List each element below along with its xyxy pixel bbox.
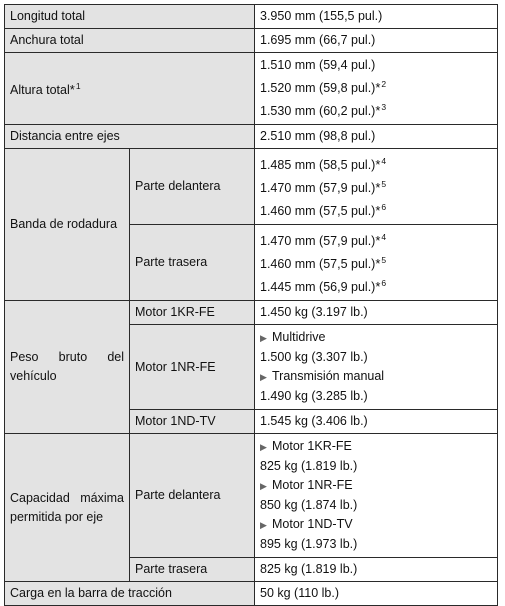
altura-value-1-text: 1.510 mm (59,4 pul.) [260, 58, 376, 72]
carga-label: Carga en la barra de tracción [5, 582, 255, 606]
anchura-label: Anchura total [5, 29, 255, 53]
motor-1kr-label: Motor 1KR-FE [130, 301, 255, 325]
value-line: 825 kg (1.819 lb.) [260, 459, 358, 473]
altura-value-2 [260, 75, 492, 98]
value-text: 1.470 mm (57,9 pul.) [260, 181, 376, 195]
option-line [260, 328, 492, 348]
footnote-number: 5 [381, 179, 387, 189]
footnote-number: 5 [381, 255, 387, 265]
motor-1nd-value: 1.545 kg (3.406 lb.) [255, 410, 498, 434]
altura-label-cell [5, 53, 255, 125]
banda-trasera-value-2 [260, 251, 492, 274]
triangle-right-icon: ▶ [260, 333, 267, 343]
altura-value-3-text: 1.530 mm (60,2 pul.) [260, 104, 376, 118]
row-distancia [5, 125, 498, 149]
altura-label: Altura total [10, 83, 70, 97]
option-label: Transmisión manual [272, 369, 385, 383]
longitud-value: 3.950 mm (155,5 pul.) [255, 5, 498, 29]
footnote-number: 3 [381, 102, 387, 112]
option-line [260, 367, 492, 387]
footnote-mark: * [375, 103, 381, 118]
altura-values [255, 53, 498, 125]
motor-1nr-values [255, 325, 498, 410]
footnote-mark: * [375, 279, 381, 294]
capacidad-delantera-values [255, 434, 498, 558]
motor-1nr-label: Motor 1NR-FE [130, 325, 255, 410]
value-text: 1.470 mm (57,9 pul.) [260, 234, 376, 248]
option-label: Motor 1NR-FE [272, 478, 353, 492]
value-text: 1.445 mm (56,9 pul.) [260, 280, 376, 294]
motor-1kr-value: 1.450 kg (3.197 lb.) [255, 301, 498, 325]
capacidad-trasera-label: Parte trasera [130, 558, 255, 582]
footnote-number: 6 [381, 278, 387, 288]
triangle-right-icon: ▶ [260, 481, 267, 491]
triangle-right-icon: ▶ [260, 442, 267, 452]
row-longitud [5, 5, 498, 29]
option-line [260, 515, 492, 535]
triangle-right-icon: ▶ [260, 520, 267, 530]
row-peso-1kr [5, 301, 498, 325]
row-anchura [5, 29, 498, 53]
row-banda-delantera [5, 149, 498, 225]
distancia-label: Distancia entre ejes [5, 125, 255, 149]
banda-delantera-values [255, 149, 498, 225]
altura-value-1 [260, 56, 492, 75]
value-line: 895 kg (1.973 lb.) [260, 537, 358, 551]
footnote-mark: * [375, 180, 381, 195]
option-line [260, 476, 492, 496]
altura-value-3 [260, 98, 492, 121]
anchura-value: 1.695 mm (66,7 pul.) [255, 29, 498, 53]
footnote-number: 4 [381, 232, 387, 242]
banda-label: Banda de rodadura [5, 149, 130, 301]
capacidad-label: Capacidad máxima permitida por eje [5, 434, 130, 582]
footnote-number: 4 [381, 156, 387, 166]
value-text: 1.460 mm (57,5 pul.) [260, 257, 376, 271]
footnote-mark: * [375, 157, 381, 172]
altura-value-2-text: 1.520 mm (59,8 pul.) [260, 81, 376, 95]
capacidad-trasera-value: 825 kg (1.819 lb.) [255, 558, 498, 582]
footnote-mark: * [375, 203, 381, 218]
row-capacidad-delantera [5, 434, 498, 558]
row-carga [5, 582, 498, 606]
longitud-label: Longitud total [5, 5, 255, 29]
banda-trasera-values [255, 225, 498, 301]
footnote-mark: * [375, 256, 381, 271]
value-line: 850 kg (1.874 lb.) [260, 498, 358, 512]
capacidad-delantera-label: Parte delantera [130, 434, 255, 558]
footnote-number: 6 [381, 202, 387, 212]
row-altura [5, 53, 498, 125]
banda-delantera-value-2 [260, 175, 492, 198]
banda-trasera-value-1 [260, 228, 492, 251]
option-line [260, 437, 492, 457]
motor-1nd-label: Motor 1ND-TV [130, 410, 255, 434]
value-text: 1.485 mm (58,5 pul.) [260, 158, 376, 172]
peso-label: Peso bruto del vehículo [5, 301, 130, 434]
footnote-mark: * [375, 233, 381, 248]
footnote-number: 2 [381, 79, 387, 89]
footnote-mark: * [375, 80, 381, 95]
footnote-mark: * [69, 82, 75, 97]
carga-value: 50 kg (110 lb.) [255, 582, 498, 606]
banda-delantera-value-3 [260, 198, 492, 221]
value-line: 1.500 kg (3.307 lb.) [260, 350, 368, 364]
option-label: Motor 1KR-FE [272, 439, 352, 453]
banda-delantera-label: Parte delantera [130, 149, 255, 225]
banda-trasera-label: Parte trasera [130, 225, 255, 301]
specifications-table [4, 4, 498, 606]
banda-trasera-value-3 [260, 274, 492, 297]
value-text: 1.460 mm (57,5 pul.) [260, 204, 376, 218]
triangle-right-icon: ▶ [260, 372, 267, 382]
option-label: Multidrive [272, 330, 326, 344]
banda-delantera-value-1 [260, 152, 492, 175]
footnote-number: 1 [75, 81, 81, 91]
option-label: Motor 1ND-TV [272, 517, 353, 531]
distancia-value: 2.510 mm (98,8 pul.) [255, 125, 498, 149]
value-line: 1.490 kg (3.285 lb.) [260, 389, 368, 403]
